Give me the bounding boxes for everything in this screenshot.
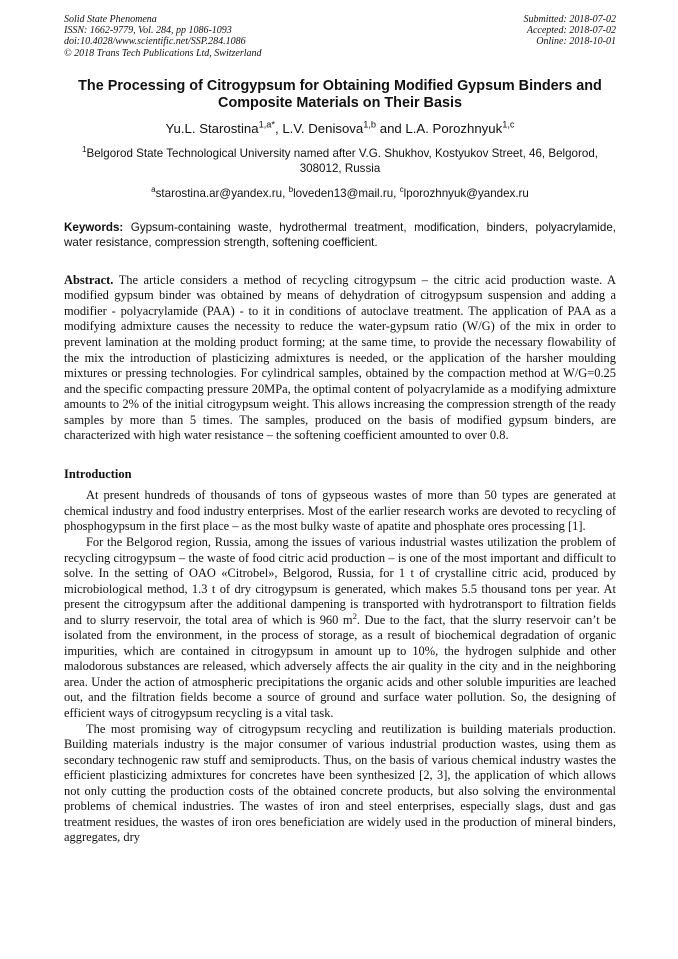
- author-name: Yu.L. Starostina: [165, 120, 259, 136]
- abstract: [64, 273, 616, 444]
- doi-line: doi:10.4028/www.scientific.net/SSP.284.1086: [64, 36, 246, 48]
- email-superscript: c: [399, 184, 404, 194]
- journal-name: Solid State Phenomena: [64, 14, 157, 25]
- abstract-label: Abstract.: [64, 272, 114, 287]
- submitted-date: Submitted: 2018-07-02: [523, 14, 616, 25]
- body-paragraph: The most promising way of citrogypsum recycling and reutilization is building materials production. Building materials industry is the major consumer of various industrial production wastes, using them as secondary technogenic raw stuff and semiproducts. Thus, on the basis of various chemical industry wastes the efficient plasticizing admixtures for concretes have been synthesized [2, 3], the application of which allows not only cutting the production costs of the obtained concrete products, but also solving the environmental problems of chemical industries. The wastes of iron and steel enterprises, especially slags, dust and gas treatment residues, the wastes of iron ores beneficiation are widely used in the production of mineral binders, aggregates, dry: [64, 721, 616, 845]
- email-link[interactable]: starostina.ar@yandex.ru: [155, 186, 283, 200]
- submission-dates: [524, 14, 617, 59]
- email-link[interactable]: loveden13@mail.ru: [293, 186, 394, 200]
- paragraph-text: For the Belgorod region, Russia, among the issues of various industrial wastes utilization the problem of recycling citrogypsum – the waste of food citric acid production – is one of the most important and difficult to solve. In the setting of OAO «Citrobel», Belgorod, Russia, for 1 t of crystalline citric acid, produced by microbiological method, 1.3 t of dry citrogypsum is generated, which makes 5.5 thousand tons per year. At present the citrogypsum after the additional dampening is transported with hydrotransport to filtration fields and to slurry reservoir, the total area of which is 960 m: [64, 534, 616, 627]
- unit-superscript: 2: [352, 610, 357, 621]
- author-name: L.V. Denisova: [282, 120, 364, 136]
- body-paragraph: At present hundreds of thousands of tons of gypseous wastes of more than 50 types are generated at chemical industry and food industry enterprises. Most of the earlier research works are devoted to recycling of phosphogypsum in the first place – as the most bulky waste of apatite and phosphate ores processing [1].: [64, 488, 616, 534]
- keywords-label: Keywords:: [64, 220, 124, 234]
- author-name: L.A. Porozhnyuk: [405, 120, 503, 136]
- paper-page: [64, 14, 616, 846]
- journal-info: [64, 14, 262, 59]
- issn-line: ISSN: 1662-9779, Vol. 284, pp 1086-1093: [64, 25, 232, 37]
- email-superscript: a: [151, 184, 156, 194]
- paragraph-text: . Due to the fact, that the slurry reservoir can’t be isolated from the environment, in the process of storage, as a result of biochemical degradation of organic impurities, which are contained in citrogypsum in amount up to 10%, the hydrogen sulphide and other malodorous substances are released, which adversely affects the air quality in the city and in the neighboring area. Under the action of atmospheric precipitations the organic acids and other soluble impurities are leached out, and the filtration fields become a source of ground and surface water pollution. So, the designing of efficient ways of citrogypsum recycling is a vital task.: [64, 612, 616, 720]
- affiliation-text: Belgorod State Technological University named after V.G. Shukhov, Kostyukov Street, 46, Belgorod, 308012, Russia: [86, 146, 598, 175]
- paper-title: The Processing of Citrogypsum for Obtaining Modified Gypsum Binders and Composite Materials on Their Basis: [78, 77, 602, 112]
- email-list: $^a$starostina.ar@yandex.ru, $^b$loveden13@mail.ru, $^c$lporozhnyuk@yandex.ru: [151, 184, 529, 200]
- keywords: [64, 220, 616, 250]
- author-list: [64, 121, 616, 137]
- affiliation-superscript: 1: [81, 144, 87, 154]
- author-superscript: 1,a*: [258, 119, 276, 130]
- online-date: Online: 2018-10-01: [536, 36, 616, 48]
- journal-header: [64, 14, 616, 59]
- abstract-text: The article considers a method of recycling citrogypsum – the citric acid production waste. A modified gypsum binder was obtained by means of dehydration of citrogypsum suspension and adding a modifier - polyacrylamide (PAA) - to it in conditions of autoclave treatment. The application of PAA as a modifying admixture causes the necessity to reduce the water-gypsum ratio (W/G) of the mix in order to prevent lamination at the molding product forming; at the same time, to provide the necessary flowability of the mix the introduction of plasticizing admixtures is needed, or the application of the harsher moulding mixtures or pressing technologies. For cylindrical samples, obtained by the compaction method at W/G=0.25 and the specific compacting pressure 20MPa, the optimal content of polyacrylamide as a modifying admixture amounts to 2% of the initial citrogypsum weight. This allows increasing the compression strength of the ready samples by more than 5 times. The samples, produced on the basis of modified gypsum binders, are characterized with high water resistance – the softening coefficient amounted to over 0.8.: [64, 272, 616, 443]
- email-superscript: b: [288, 184, 294, 194]
- author-separator: and: [376, 120, 406, 136]
- author-superscript: 1,c: [502, 119, 515, 130]
- body-paragraph: [64, 535, 616, 722]
- copyright-line: © 2018 Trans Tech Publications Ltd, Switzerland: [64, 47, 262, 59]
- author-separator: ,: [275, 120, 283, 136]
- email-link[interactable]: lporozhnyuk@yandex.ru: [403, 186, 529, 200]
- accepted-date: Accepted: 2018-07-02: [526, 25, 616, 37]
- section-heading-introduction: Introduction: [64, 466, 132, 481]
- keywords-text: Gypsum-containing waste, hydrothermal treatment, modification, binders, polyacrylamide, water resistance, compression strength, softening coefficient.: [64, 220, 616, 249]
- affiliation: [64, 146, 616, 176]
- author-superscript: 1,b: [363, 119, 377, 130]
